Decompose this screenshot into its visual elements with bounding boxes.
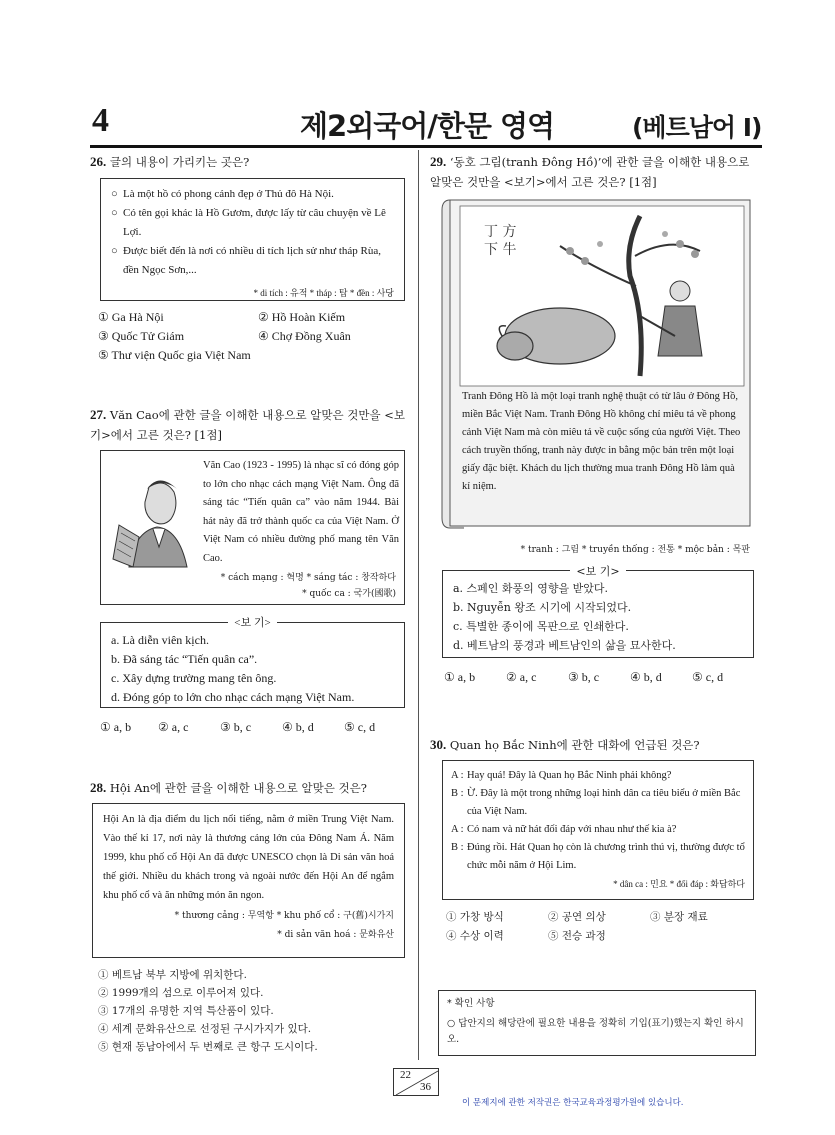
question-27-prompt: 27. Văn Cao에 관한 글을 이해한 내용으로 알맞은 것만을 <보기>에서 고른 것은? [1점] (90, 407, 406, 442)
vocab-notes: * thương cảng : 무역항 * khu phố cổ : 구(舊)시가지 (174, 911, 394, 921)
choice-1[interactable]: ① Ga Hà Nội (98, 310, 164, 324)
choice-3[interactable]: ③ 분장 재료 (650, 911, 708, 923)
choice-4[interactable]: ④ 세계 문화유산으로 선정된 구시가지가 있다. (98, 1023, 312, 1035)
scroll-frame (440, 196, 758, 531)
choice-2[interactable]: ② 1999개의 섬으로 이루어져 있다. (98, 987, 264, 999)
dialogue-line: B : Ừ. Đây là một trong những loại hình dân ca tiêu biểu ở miền Bắc của Việt Nam. (451, 788, 741, 817)
question-26-box (100, 178, 405, 301)
question-28-box (92, 803, 405, 958)
question-30-dialogue (442, 760, 754, 900)
question-27-box (100, 450, 405, 605)
total-pages: 36 (420, 1081, 431, 1093)
bullet-item: ○ Có tên gọi khác là Hồ Gươm, được lấy từ câu chuyện về Lê Lợi. (111, 207, 386, 238)
choice-1[interactable]: ① a, b (100, 720, 132, 734)
bogi-item: d. 베트남의 풍경과 베트남인의 삶을 묘사한다. (453, 639, 676, 652)
question-28-choices (98, 966, 413, 1056)
question-27-choices (100, 718, 410, 737)
choice-2[interactable]: ② a, c (506, 670, 537, 684)
choice-3[interactable]: ③ 17개의 유명한 지역 특산품이 있다. (98, 1005, 274, 1017)
question-30-prompt: 30. Quan họ Bắc Ninh에 관한 대화에 언급된 것은? (430, 737, 700, 752)
choice-3[interactable]: ③ b, c (220, 720, 252, 734)
exam-subtitle: (베트남어 I) (632, 113, 762, 142)
choice-4[interactable]: ④ 수상 이력 (446, 930, 504, 942)
exam-title: 제2외국어/한문 영역 (300, 109, 554, 143)
question-29-prompt: 29. ‘동호 그림(tranh Đông Hồ)’에 관한 글을 이해한 내용으로 알맞은 것만을 <보기>에서 고른 것은? [1점] (430, 154, 750, 189)
choice-5[interactable]: ⑤ Thư viện Quốc gia Việt Nam (98, 348, 251, 362)
choice-4[interactable]: ④ b, d (282, 720, 314, 734)
check-title: * 확인 사항 (447, 998, 495, 1009)
bogi-item: d. Đóng góp to lớn cho nhạc cách mạng Việt Nam. (111, 690, 355, 704)
vocab-notes: * cách mạng : 혁명 * sáng tác : 창작하다 (220, 573, 396, 583)
dialogue-line: A : Hay quá! Đây là Quan họ Bắc Ninh phải không? (451, 770, 672, 781)
copyright-notice: 이 문제지에 관한 저작권은 한국교육과정평가원에 있습니다. (462, 1098, 684, 1108)
van-cao-passage: Văn Cao (1923 - 1995) là nhạc sĩ có đóng góp to lớn cho nhạc cách mạng Việt Nam. Ông đã sáng tác “Tiến quân ca” vào năm 1944. Bài hát này đã trở thành quốc ca của Việt Nam. Ở Việt Nam có nhiều đường phố mang tên Văn Cao. (203, 460, 399, 564)
question-26-choices (98, 308, 408, 365)
choice-5[interactable]: ⑤ c, d (692, 670, 724, 684)
bogi-label: <보 기> (228, 617, 276, 629)
choice-5[interactable]: ⑤ 전승 과정 (548, 930, 606, 942)
choice-1[interactable]: ① 베트남 북부 지방에 위치한다. (98, 969, 247, 981)
choice-4[interactable]: ④ Chợ Đồng Xuân (258, 329, 351, 343)
vocab-notes: * di tích : 유적 * tháp : 탑 * đền : 사당 (253, 288, 394, 298)
choice-3[interactable]: ③ Quốc Tử Giám (98, 329, 185, 343)
bogi-item: b. Nguyễn 왕조 시기에 시작되었다. (453, 601, 632, 614)
dialogue-line: B : Đúng rồi. Hát Quan họ còn là chương trình thú vị, thường được tổ chức mỗi năm ở Hội Lim. (451, 842, 745, 871)
dong-ho-passage: Tranh Đông Hồ là một loại tranh nghệ thuật có từ lâu ở Đông Hồ, miền Bắc Việt Nam. Tranh Đông Hồ không chỉ miêu tả về phong cảnh Việt Nam mà còn miêu tả về cuộc sống của người Việt. Theo cách truyền thống, tranh này được in bằng mộc bản trên một loại giấy đặc biệt. Khách du lịch thường mua tranh Đông Hồ làm quà kỉ niệm. (462, 391, 741, 492)
choice-1[interactable]: ① 가창 방식 (446, 911, 504, 923)
question-28-prompt: 28. Hội An에 관한 글을 이해한 내용으로 알맞은 것은? (90, 780, 367, 795)
bogi-item: a. 스페인 화풍의 영향을 받았다. (453, 582, 609, 595)
choice-5[interactable]: ⑤ c, d (344, 720, 376, 734)
bogi-item: a. Là diễn viên kịch. (111, 633, 209, 647)
bogi-label: <보 기> (570, 565, 625, 578)
question-27-bogi (100, 617, 405, 708)
bogi-item: c. 특별한 종이에 목판으로 인쇄한다. (453, 620, 629, 633)
bogi-item: b. Đã sáng tác “Tiến quân ca”. (111, 652, 258, 666)
bogi-item: c. Xây dựng trường mang tên ông. (111, 671, 277, 685)
vocab-notes: * dân ca : 민요 * đối đáp : 화답하다 (613, 879, 745, 889)
choice-2[interactable]: ② a, c (158, 720, 189, 734)
van-cao-portrait (109, 467, 195, 577)
page-indicator (393, 1068, 439, 1096)
vocab-notes: * di sản văn hoá : 문화유산 (277, 930, 394, 940)
dialogue-line: A : Có nam và nữ hát đối đáp với nhau như thế kia à? (451, 824, 677, 835)
vocab-notes: * quốc ca : 국가(國歌) (302, 589, 396, 599)
vocab-notes: * tranh : 그림 * truyền thống : 전통 * mộc bản : 목판 (520, 545, 750, 555)
choice-1[interactable]: ① a, b (444, 670, 476, 684)
check-text: ○ 답안지의 해당란에 필요한 내용을 정확히 기입(표기)했는지 확인 하시오. (447, 1018, 744, 1045)
choice-2[interactable]: ② Hồ Hoàn Kiếm (258, 310, 346, 324)
bullet-item: ○ Được biết đến là nơi có nhiều di tích lịch sử như tháp Rùa, đền Ngọc Sơn,... (111, 245, 382, 276)
question-29-choices (444, 668, 759, 687)
question-30-choices (446, 908, 756, 946)
bullet-item: ○ Là một hồ có phong cảnh đẹp ở Thủ đô Hà Nội. (111, 188, 334, 200)
svg-text:丁 方: 丁 方 (484, 224, 517, 240)
question-29-bogi (442, 565, 754, 658)
question-26-prompt: 26. 글의 내용이 가리키는 곳은? (90, 154, 250, 169)
page-number: 4 (92, 102, 109, 139)
current-page: 22 (400, 1069, 411, 1081)
choice-2[interactable]: ② 공연 의상 (548, 911, 606, 923)
column-divider (418, 150, 419, 1060)
choice-4[interactable]: ④ b, d (630, 670, 662, 684)
choice-5[interactable]: ⑤ 현재 동남아에서 두 번째로 큰 항구 도시이다. (98, 1041, 318, 1053)
hoi-an-passage: Hội An là địa điểm du lịch nổi tiếng, nằm ở miền Trung Việt Nam. Vào thế kỉ 17, nơi này là thương cảng lớn của Đông Nam Á. Năm 1999, khu phố cổ Hội An đã được UNESCO chọn là Di sản văn hoá thế giới. Nhiều du khách trong và ngoài nước đến Hội An để ngắm khu phố cổ và ăn những món ăn ngon. (103, 814, 394, 901)
choice-3[interactable]: ③ b, c (568, 670, 600, 684)
header-rule (90, 145, 762, 148)
svg-text:下 牛: 下 牛 (484, 242, 517, 258)
check-notice (438, 990, 756, 1056)
